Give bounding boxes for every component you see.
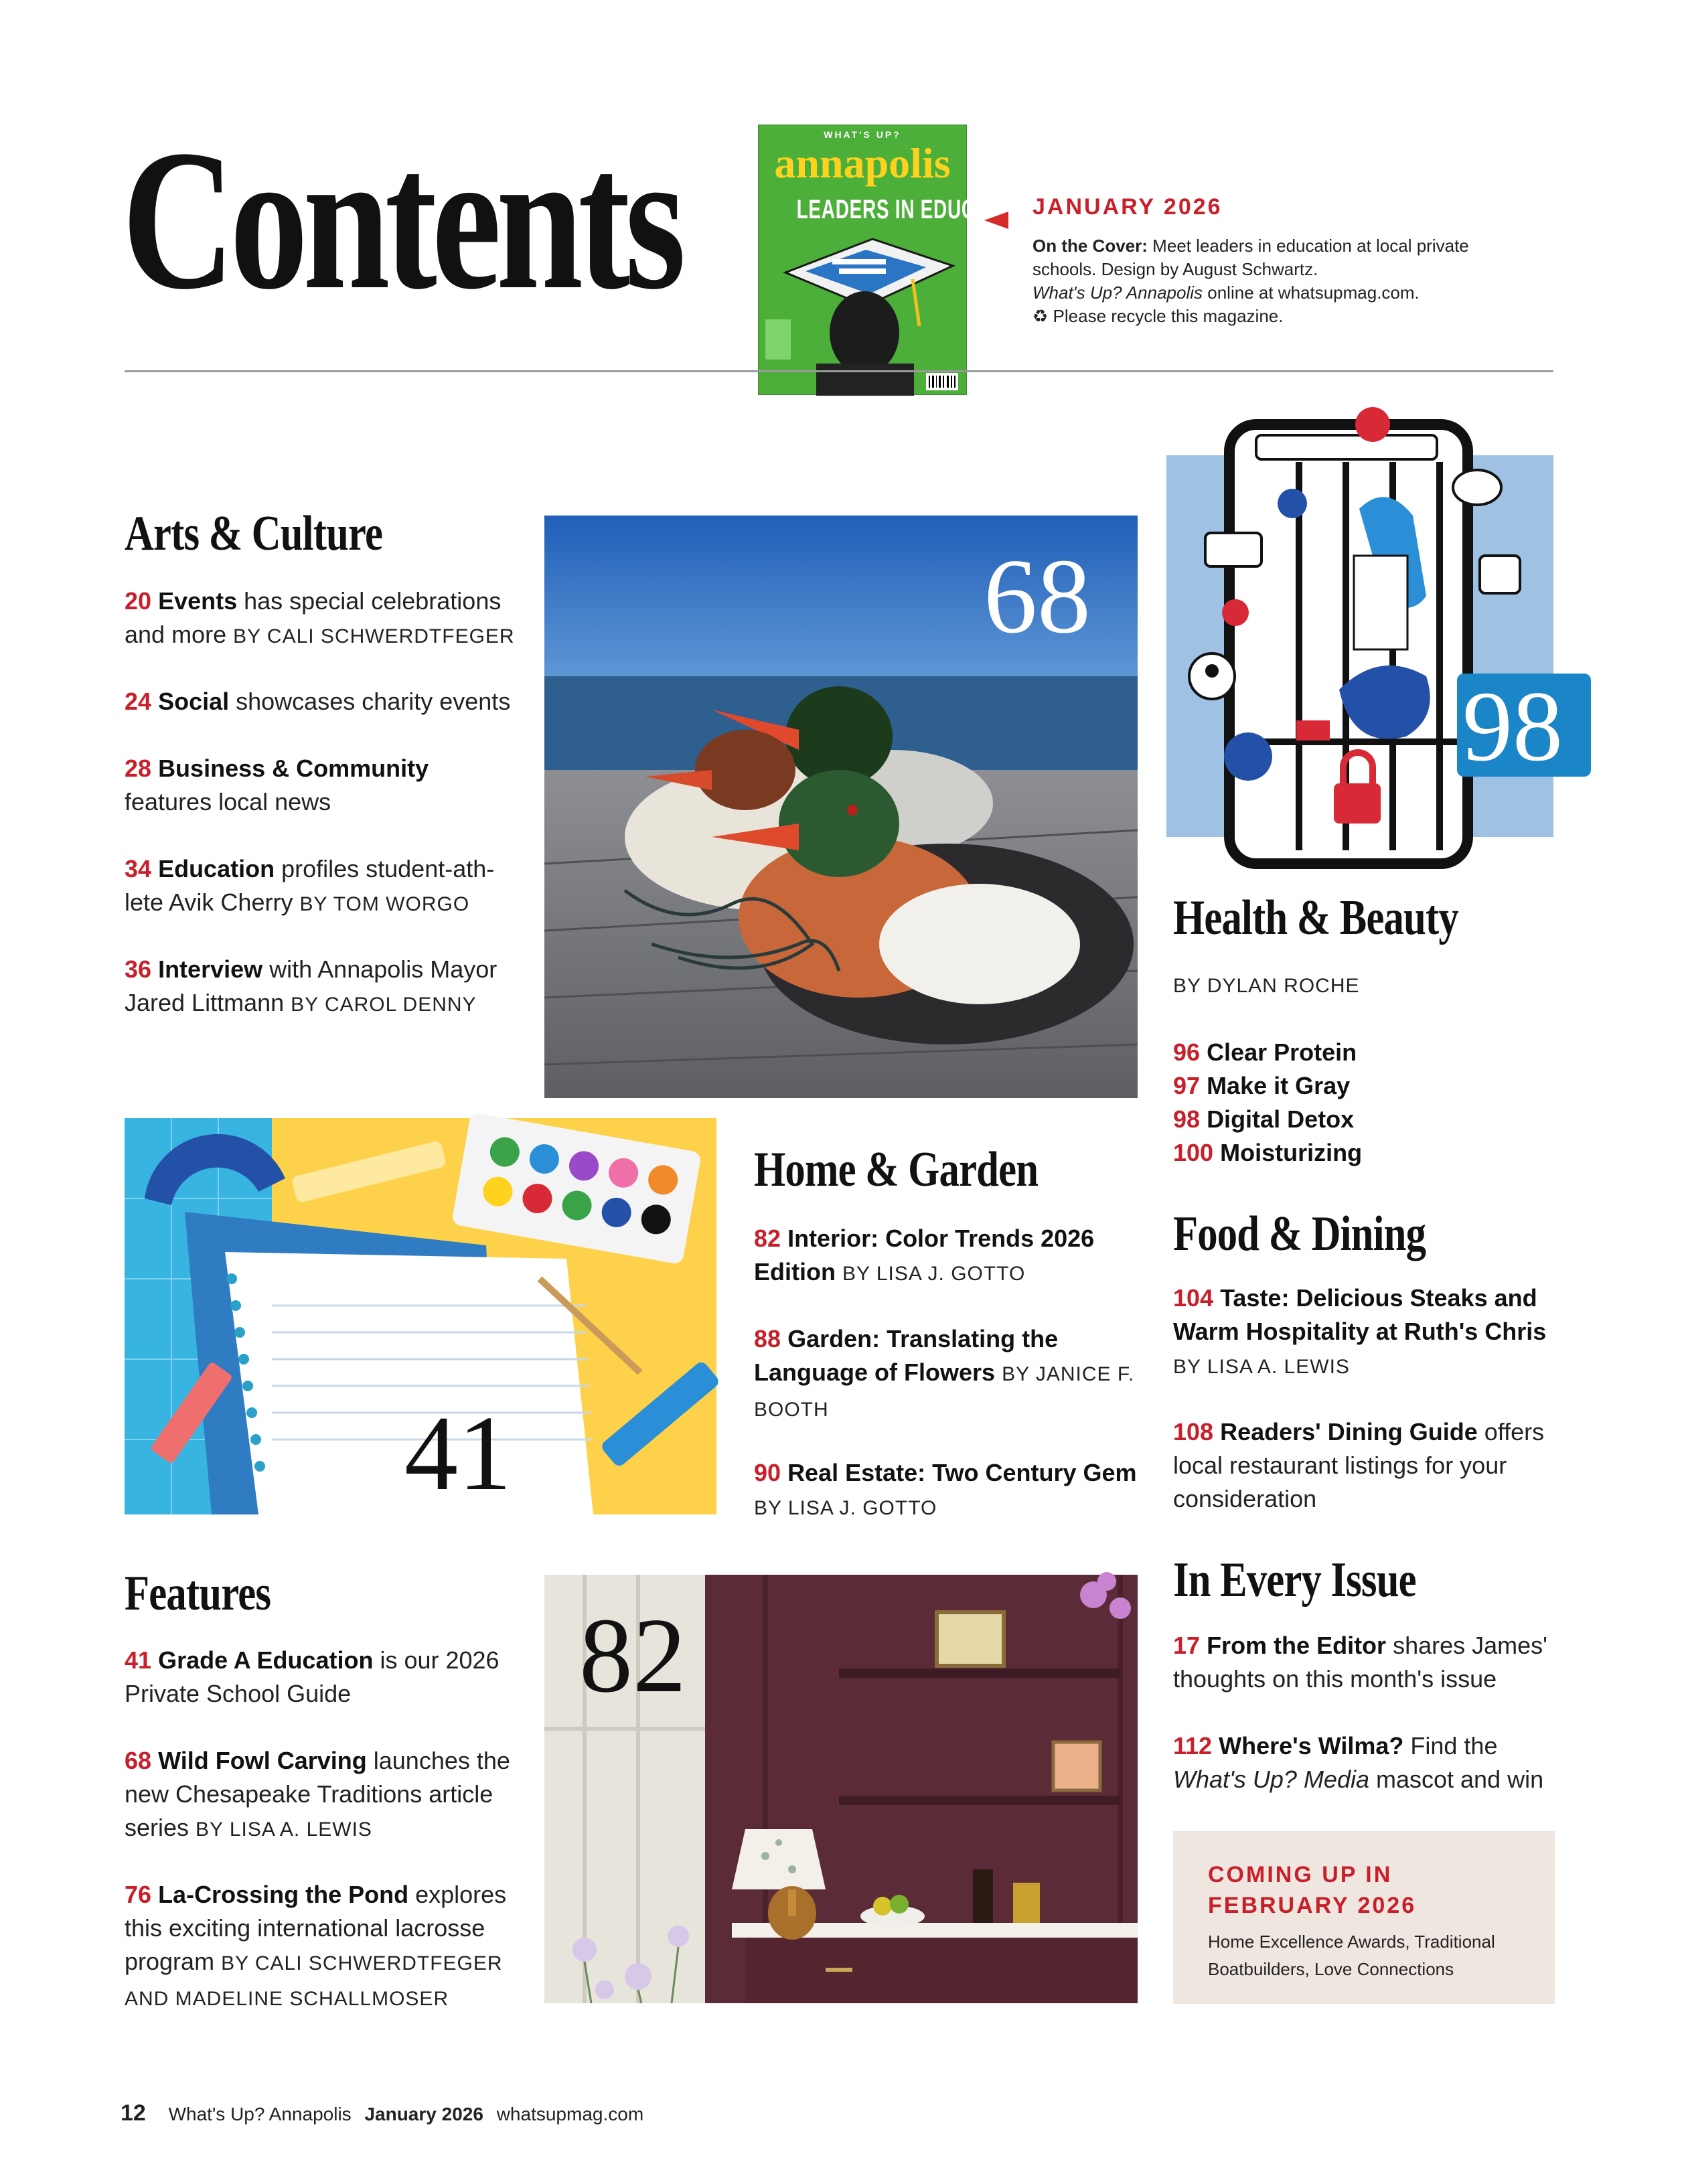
toc-entry[interactable] xyxy=(125,1744,513,1847)
page-number: 24 xyxy=(125,688,152,715)
page-number: 97 xyxy=(1173,1072,1201,1099)
page-number-overlay: 68 xyxy=(984,536,1091,655)
page-number: 41 xyxy=(125,1646,152,1674)
toc-entry[interactable] xyxy=(754,1456,1156,1525)
entry-title: Grade A Education xyxy=(158,1646,374,1674)
toc-entry[interactable] xyxy=(125,852,526,921)
entry-desc: with Annapolis Mayor Jared Littmann xyxy=(125,955,498,1016)
toc-entry[interactable] xyxy=(754,1222,1156,1291)
entry-byline: BY JANICE F. BOOTH xyxy=(754,1363,1135,1421)
entry-byline: BY LISA A. LEWIS xyxy=(196,1818,372,1841)
page-number: 88 xyxy=(754,1325,781,1352)
page-number-overlay: 82 xyxy=(579,1595,686,1715)
toc-entry[interactable] xyxy=(1173,1729,1561,1796)
section-heading-features: Features xyxy=(125,1566,271,1621)
page-number: 20 xyxy=(125,587,152,615)
online-text: online at whatsupmag.com. xyxy=(1207,283,1420,303)
page-number: 76 xyxy=(125,1881,152,1908)
toc-entry[interactable] xyxy=(1173,1069,1548,1103)
entry-title: Where's Wilma? xyxy=(1219,1732,1404,1760)
entry-title: Business & Community xyxy=(158,755,429,782)
entry-title: Taste: Delicious Steaks and Warm Hospitality at Ruth's Chris xyxy=(1173,1284,1547,1345)
page-number: 82 xyxy=(754,1225,781,1252)
entry-title: Moisturizing xyxy=(1220,1139,1363,1166)
footer-magazine: What's Up? Annapolis xyxy=(168,2104,352,2124)
entry-title: Clear Protein xyxy=(1207,1038,1357,1066)
coming-up-text: Home Excellence Awards, Traditional Boatbuilders, Love Connections xyxy=(1208,1932,1495,1979)
footer-month: January 2026 xyxy=(364,2104,483,2124)
entry-title: Wild Fowl Carving xyxy=(158,1747,367,1774)
duck-decoys-photo[interactable] xyxy=(544,516,1138,1098)
page-number: 112 xyxy=(1173,1732,1213,1760)
entry-title: Real Estate: Two Century Gem xyxy=(787,1459,1137,1486)
page-number: 108 xyxy=(1173,1418,1214,1446)
entry-byline: BY LISA A. LEWIS xyxy=(1173,1356,1350,1378)
section-heading-arts-culture: Arts & Culture xyxy=(125,506,383,561)
entry-title: Social xyxy=(158,688,230,715)
cover-note xyxy=(1033,234,1501,328)
cover-description: Meet leaders in education at local private schools. Design by August Schwartz. xyxy=(1033,236,1469,279)
coming-up-box xyxy=(1173,1831,1555,2004)
toc-entry[interactable] xyxy=(1173,1281,1561,1384)
page-number: 104 xyxy=(1173,1284,1214,1312)
section-heading-home-garden: Home & Garden xyxy=(754,1142,1039,1197)
entry-desc: profiles student-ath-lete Avik Cherry xyxy=(125,855,495,916)
toc-entry[interactable] xyxy=(1173,1629,1561,1696)
entry-byline: BY CALI SCHWERDTFEGER AND MADELINE SCHALLMOSER xyxy=(125,1952,503,2010)
cover-kicker: WHAT'S UP? xyxy=(824,129,901,140)
section-heading-in-every-issue: In Every Issue xyxy=(1173,1553,1416,1608)
magazine-name: What's Up? Media xyxy=(1173,1766,1369,1793)
entry-title: Events xyxy=(158,587,238,615)
entry-title: Interview xyxy=(158,955,263,983)
pointer-arrow-icon xyxy=(984,212,1008,229)
page-number: 34 xyxy=(125,855,152,882)
entry-title: La-Crossing the Pond xyxy=(158,1881,409,1908)
toc-entry[interactable] xyxy=(125,685,553,718)
entry-desc: is our 2026 Private School Guide xyxy=(125,1646,500,1707)
cover-label: On the Cover: xyxy=(1033,236,1148,256)
magazine-cover[interactable] xyxy=(758,125,1035,395)
page-number: 100 xyxy=(1173,1139,1214,1166)
page-footer xyxy=(121,2100,643,2126)
entry-desc: mascot and win xyxy=(1369,1766,1544,1793)
issue-date: JANUARY 2026 xyxy=(1033,194,1223,220)
entry-title: Make it Gray xyxy=(1207,1072,1351,1099)
entry-title: Garden: Translating the Language of Flowers xyxy=(754,1325,1059,1386)
entry-byline: BY TOM WORGO xyxy=(299,893,470,915)
school-supplies-illustration[interactable] xyxy=(125,1118,716,1514)
page-number: 36 xyxy=(125,955,152,983)
entry-desc: has special celebrations and more xyxy=(125,587,502,648)
entry-byline: BY CAROL DENNY xyxy=(291,994,477,1016)
cover-wordmark: annapolis xyxy=(774,139,951,187)
entry-desc: offers local restaurant listings for your consideration xyxy=(1173,1418,1545,1512)
page-number: 96 xyxy=(1173,1038,1201,1066)
footer-site[interactable]: whatsupmag.com xyxy=(496,2104,644,2124)
cover-headline: LEADERS IN EDUCATION xyxy=(796,195,1035,224)
recycle-note: ♻ Please recycle this magazine. xyxy=(1033,306,1284,326)
entry-desc xyxy=(836,1258,842,1285)
page-number: 90 xyxy=(754,1459,781,1486)
entry-title: Readers' Dining Guide xyxy=(1220,1418,1478,1446)
toc-entry[interactable] xyxy=(125,953,540,1022)
page-number: 68 xyxy=(125,1747,152,1774)
page-number: 98 xyxy=(1173,1105,1201,1133)
footer-page-number: 12 xyxy=(121,2100,146,2126)
header-divider xyxy=(125,370,1553,372)
toc-entry[interactable] xyxy=(1173,1415,1561,1516)
toc-entry[interactable] xyxy=(1173,1036,1548,1069)
toc-entry[interactable] xyxy=(125,1878,526,2016)
section-heading-health-beauty: Health & Beauty xyxy=(1173,890,1458,945)
toc-entry[interactable] xyxy=(1173,1103,1548,1136)
page-number-overlay: 98 xyxy=(1462,671,1563,782)
entry-title: Education xyxy=(158,855,275,882)
digital-detox-illustration[interactable] xyxy=(1165,408,1580,870)
entry-title: Digital Detox xyxy=(1207,1105,1355,1133)
entry-desc: explores this exciting international lacrosse program xyxy=(125,1881,507,1975)
entry-desc: shares James' thoughts on this month's issue xyxy=(1173,1632,1548,1693)
entry-desc: features local news xyxy=(125,788,331,815)
entry-desc: showcases charity events xyxy=(229,688,511,715)
entry-desc: Find the xyxy=(1403,1732,1498,1760)
entry-title: From the Editor xyxy=(1207,1632,1387,1659)
page-number: 17 xyxy=(1173,1632,1201,1659)
phone-jail-illustration xyxy=(1165,408,1580,870)
toc-entry[interactable] xyxy=(125,584,540,653)
online-magazine-name: What's Up? Annapolis xyxy=(1033,283,1203,303)
entry-desc: launches the new Chesapeake Traditions article series xyxy=(125,1747,510,1841)
page-number-overlay: 41 xyxy=(404,1393,512,1512)
page-number: 28 xyxy=(125,755,152,782)
entry-title: Interior: Color Trends 2026 Edition xyxy=(754,1225,1095,1285)
page-title: Contents xyxy=(122,108,681,331)
interior-photo[interactable] xyxy=(544,1575,1138,2003)
section-byline: BY DYLAN ROCHE xyxy=(1173,975,1360,997)
toc-entry[interactable] xyxy=(125,752,500,819)
toc-entry[interactable] xyxy=(754,1322,1156,1427)
toc-entry[interactable] xyxy=(125,1644,500,1711)
entry-byline: BY LISA J. GOTTO xyxy=(754,1497,937,1519)
coming-up-heading: COMING UP IN FEBRUARY 2026 xyxy=(1208,1862,1417,1918)
entry-byline: BY LISA J. GOTTO xyxy=(842,1263,1026,1285)
entry-byline: BY CALI SCHWERDTFEGER xyxy=(233,625,515,647)
section-heading-food-dining: Food & Dining xyxy=(1173,1206,1426,1261)
cover-illustration xyxy=(759,219,968,396)
toc-entry[interactable] xyxy=(1173,1136,1548,1170)
entry-desc xyxy=(995,1358,1002,1386)
